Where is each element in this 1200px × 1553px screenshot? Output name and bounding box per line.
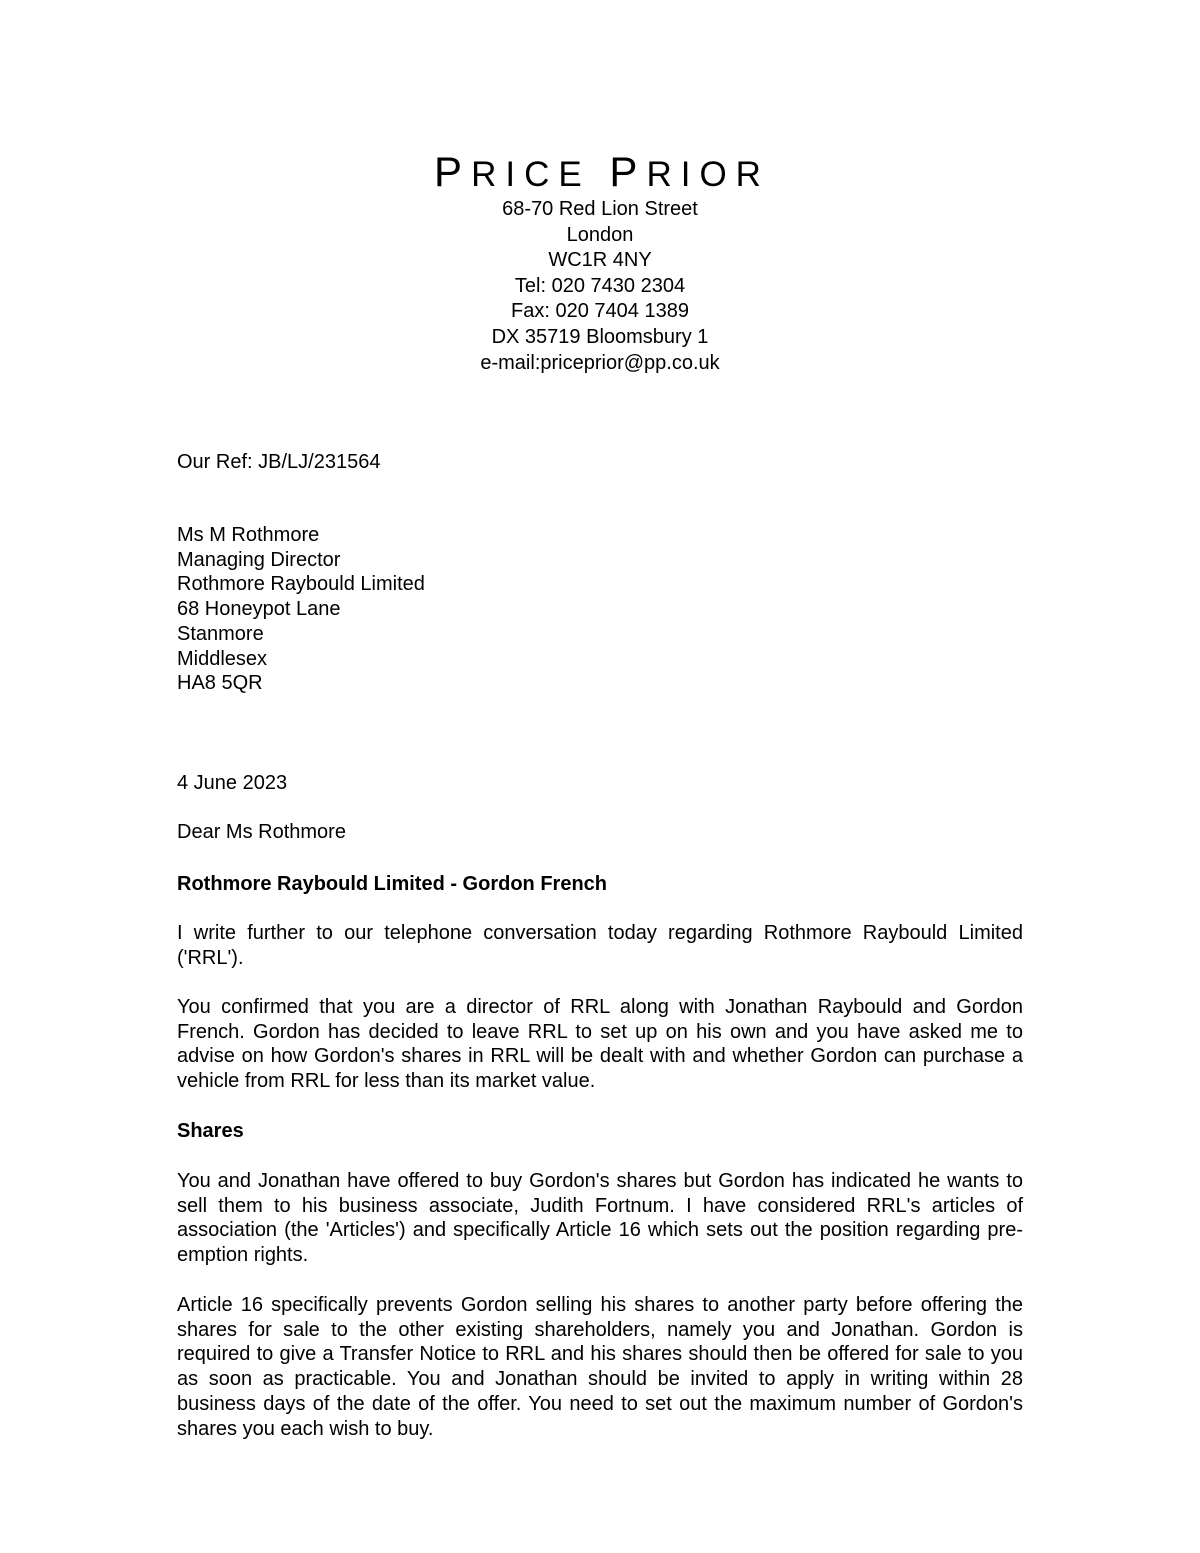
fax-number: Fax: 020 7404 1389 — [511, 300, 689, 323]
letterhead — [0, 148, 1200, 376]
paragraph-text: You confirmed that you are a director of RRL along with Jonathan Raybould and Gordon French. Gordon has decided to leave RRL to set up on his own and you have asked me to advise on how Gordon's shares in RRL will be dealt with and whether Gordon can purchase a vehicle from RRL for less than its market value. — [177, 996, 1023, 1093]
email-address: e-mail:priceprior@pp.co.uk — [480, 351, 720, 374]
paragraph-3 — [177, 1169, 1023, 1268]
recipient-postcode: HA8 5QR — [177, 672, 263, 695]
letter-date-block — [177, 771, 1023, 796]
recipient-address — [177, 523, 1023, 696]
recipient-name: Ms M Rothmore — [177, 524, 320, 546]
recipient-street: 68 Honeypot Lane — [177, 598, 341, 621]
recipient-title: Managing Director — [177, 548, 341, 571]
our-reference: Our Ref: JB/LJ/231564 — [177, 451, 381, 473]
paragraph-text: Article 16 specifically prevents Gordon selling his shares to another party before offering the shares for sale to the other existing shareholders, namely you and Jonathan. Gordon is required to give a Transfer Notice to RRL and his shares should then be offered for sale to you as soon as practicable. You and Jonathan should be invited to apply in writing within 28 business days of the date of the offer. You need to set out the maximum number of Gordon's shares you each wish to buy. — [177, 1294, 1023, 1440]
paragraph-4 — [177, 1293, 1023, 1441]
salutation: Dear Ms Rothmore — [177, 821, 346, 843]
dx-number: DX 35719 Bloomsbury 1 — [491, 325, 709, 348]
shares-heading: Shares — [177, 1120, 244, 1142]
recipient-company: Rothmore Raybould Limited — [177, 573, 425, 596]
paragraph-1 — [177, 921, 1023, 970]
paragraph-text: You and Jonathan have offered to buy Gordon's shares but Gordon has indicated he wants to sell them to his business associate, Judith Fortnum. I have considered RRL's articles of association (the 'Articles') and specifically Article 16 which sets out the position regarding pre-emption rights. — [177, 1170, 1023, 1267]
salutation-block — [177, 820, 1023, 845]
address-postcode: WC1R 4NY — [548, 249, 652, 272]
address-street: 68-70 Red Lion Street — [502, 198, 698, 220]
letter-date: 4 June 2023 — [177, 772, 288, 794]
reference-block — [177, 450, 1023, 475]
shares-heading-block — [177, 1119, 1023, 1144]
recipient-county: Middlesex — [177, 647, 268, 670]
recipient-town: Stanmore — [177, 622, 264, 645]
paragraph-text: I write further to our telephone conversation today regarding Rothmore Raybould Limited ('RRL'). — [177, 922, 1023, 969]
paragraph-2 — [177, 995, 1023, 1094]
telephone-number: Tel: 020 7430 2304 — [514, 274, 686, 297]
firm-name: PRICE PRIOR — [434, 148, 770, 195]
address-city: London — [566, 223, 634, 246]
subject-block — [177, 872, 1023, 897]
subject-heading: Rothmore Raybould Limited - Gordon French — [177, 873, 607, 895]
